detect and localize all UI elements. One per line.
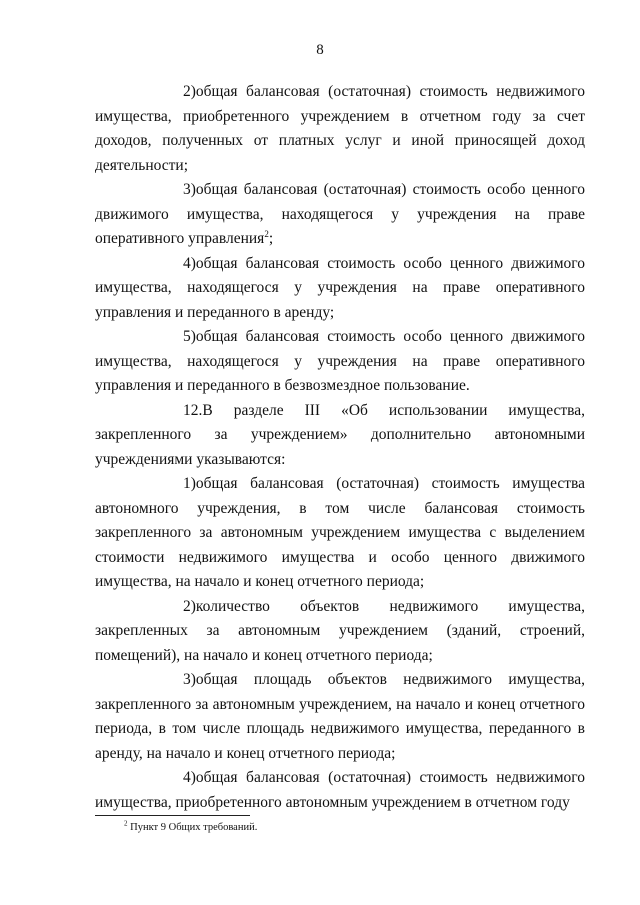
page-number: 8: [316, 42, 324, 58]
paragraph-text: общая площадь объектов недвижимого имущества, закрепленного за автономным учреждением, на начало и конец отчетного периода, в том числе площадь недвижимого имущества, переданного в аренду, на начало и конец отчетного периода;: [95, 671, 585, 762]
paragraph-text: общая балансовая (остаточная) стоимость имущества автономного учреждения, в том числе балансовая стоимость закрепленного за автономным учреждением имущества с выделением стоимости недвижимого имущества и особо ценного движимого имущества, на начало и конец отчетного периода;: [95, 475, 585, 590]
item-number: 3): [183, 671, 196, 688]
paragraph-text: общая балансовая (остаточная) стоимость особо ценного движимого имущества, находящегося у учреждения на праве оперативного управления: [95, 181, 585, 247]
footnote: [124, 819, 258, 833]
paragraph-item-4b: [95, 766, 585, 815]
paragraph-item-5: [95, 325, 585, 399]
item-number: 2): [183, 83, 196, 100]
item-number: 5): [183, 328, 196, 345]
item-number: 1): [183, 475, 196, 492]
paragraph-section-12: [95, 399, 585, 473]
item-number: 4): [183, 254, 196, 272]
paragraph-text: общая балансовая (остаточная) стоимость недвижимого имущества, приобретенного автономным учреждением в отчетном году: [95, 769, 585, 811]
paragraph-text: общая балансовая стоимость особо ценного движимого имущества, находящегося у учреждения на праве оперативного управления и переданного в аренду;: [95, 254, 585, 321]
item-number: 2): [183, 597, 196, 615]
paragraph-text: В разделе III «Об использовании имущества, закрепленного за учреждением» дополнительно автономными учреждениями указываются:: [95, 401, 585, 468]
item-number: 4): [183, 769, 196, 786]
paragraph-item-1: [95, 472, 585, 595]
paragraph-item-4: [95, 252, 585, 326]
footnote-mark: 2: [124, 819, 128, 828]
paragraph-text: общая балансовая стоимость особо ценного движимого имущества, находящегося у учреждения на праве оперативного управления и переданного в безвозмездное пользование.: [95, 328, 585, 394]
paragraph-item-2b: [95, 595, 585, 669]
paragraph-text: количество объектов недвижимого имущества, закрепленных за автономным учреждением (зданий, строений, помещений), на начало и конец отчетного периода;: [95, 597, 585, 664]
paragraph-item-3: [95, 178, 585, 252]
item-number: 3): [183, 181, 196, 198]
footnote-divider: [95, 815, 250, 816]
paragraph-item-3b: [95, 668, 585, 766]
footnote-text: Пункт 9 Общих требований.: [130, 822, 258, 833]
paragraph-tail: ;: [268, 230, 274, 247]
paragraph-item-2: [95, 80, 585, 178]
footnote-reference: 2: [264, 228, 269, 239]
document-body: [95, 80, 585, 815]
item-number: 12.: [183, 401, 203, 419]
paragraph-text: общая балансовая (остаточная) стоимость недвижимого имущества, приобретенного учреждением в отчетном году за счет доходов, полученных от платных услуг и иной приносящей доход деятельности;: [95, 83, 585, 174]
